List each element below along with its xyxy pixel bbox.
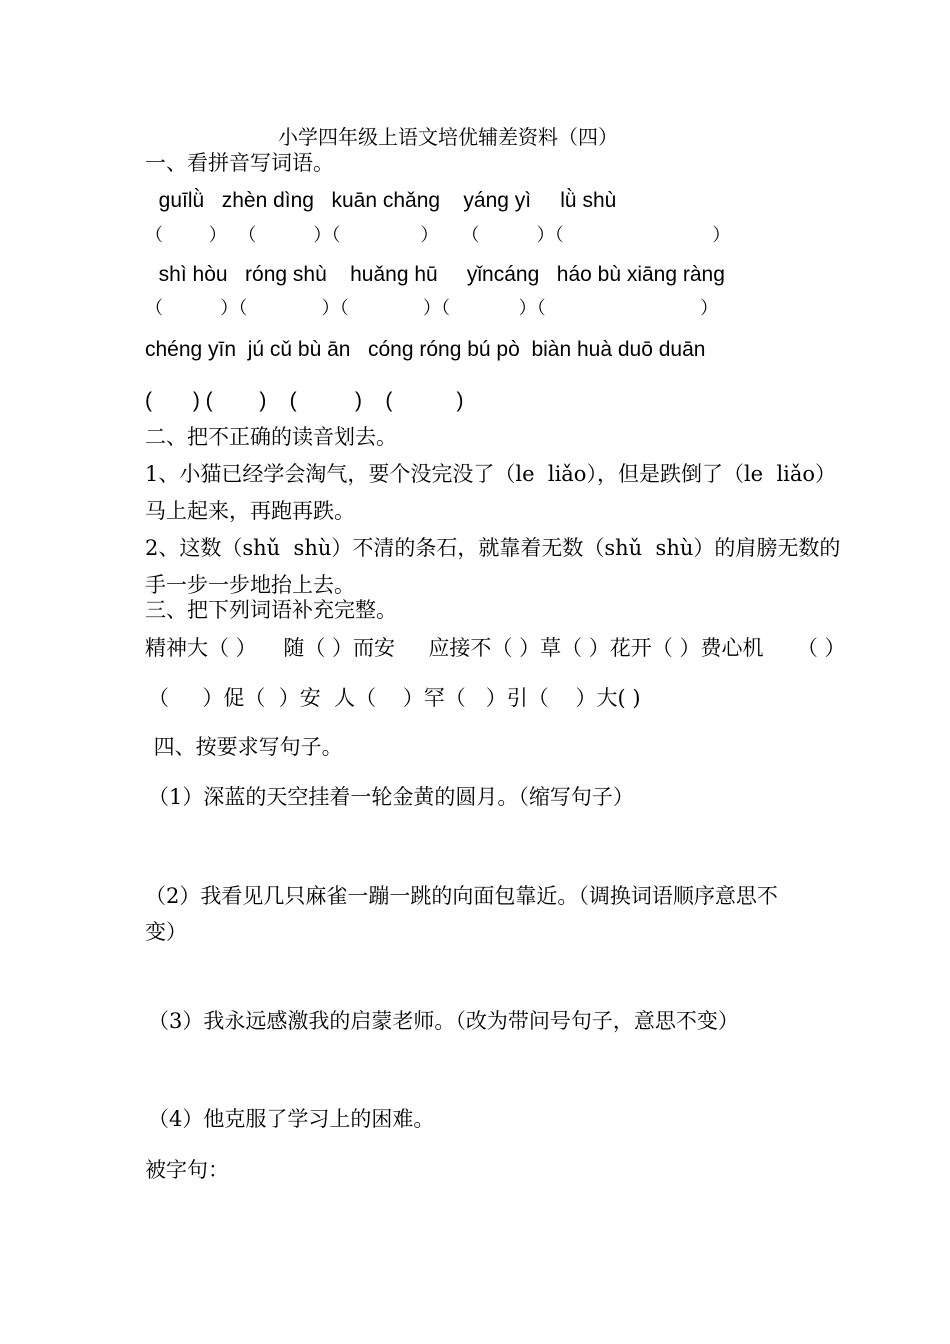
section2-item1-line1: 1、小猫已经学会淘气，要个没完没了（le liǎo），但是跌倒了（le liǎo） bbox=[145, 462, 837, 486]
section4-heading: 四、按要求写句子。 bbox=[147, 735, 343, 759]
answer-blanks-row-3: ( ) ( ) ( ) ( ) bbox=[145, 389, 464, 412]
question-3: （3）我永远感激我的启蒙老师。（改为带问号句子，意思不变） bbox=[148, 1009, 739, 1033]
passive-sentence-label: 被字句： bbox=[145, 1158, 229, 1182]
answer-blanks-row-1: （ ） （ ）（ ） （ ）（ ） bbox=[145, 225, 731, 246]
question-1: （1）深蓝的天空挂着一轮金黄的圆月。（缩写句子） bbox=[148, 785, 634, 809]
pinyin-row-1: guīlǜ zhèn dìng kuān chǎng yáng yì lǜ shù bbox=[147, 189, 617, 212]
section2-item2-line2: 手一步一步地抬上去。 bbox=[145, 573, 355, 597]
question-2-line1: （2）我看见几只麻雀一蹦一跳的向面包靠近。（调换词语顺序意思不 bbox=[145, 884, 778, 908]
section3-row2: （ ）促（ ）安 人（ ）罕（ ）引（ ）大( ) bbox=[148, 686, 641, 710]
question-4: （4）他克服了学习上的困难。 bbox=[148, 1107, 435, 1131]
section2-heading: 二、把不正确的读音划去。 bbox=[145, 425, 397, 449]
pinyin-row-2: shì hòu róng shù huǎng hū yǐncáng háo bù xiāng ràng bbox=[147, 263, 725, 286]
question-2-line2: 变） bbox=[145, 920, 187, 944]
section1-heading: 一、看拼音写词语。 bbox=[145, 151, 334, 175]
section2-item2-line1: 2、这数（shǔ shù）不清的条石，就靠着无数（shǔ shù）的肩膀无数的 bbox=[145, 536, 841, 560]
section3-row1: 精神大（ ） 随（ ）而安 应接不（ ）草（ ）花开（ ）费心机 （ ） bbox=[145, 636, 846, 660]
answer-blanks-row-2: （ ）（ ）（ ）（ ）（ ） bbox=[145, 298, 719, 319]
pinyin-row-3: chéng yīn jú cǔ bù ān cóng róng bú pò biàn huà duō duān bbox=[145, 338, 706, 361]
section3-heading: 三、把下列词语补充完整。 bbox=[145, 598, 397, 622]
page-title: 小学四年级上语文培优辅差资料（四） bbox=[278, 125, 618, 149]
section2-item1-line2: 马上起来，再跑再跌。 bbox=[145, 499, 355, 523]
